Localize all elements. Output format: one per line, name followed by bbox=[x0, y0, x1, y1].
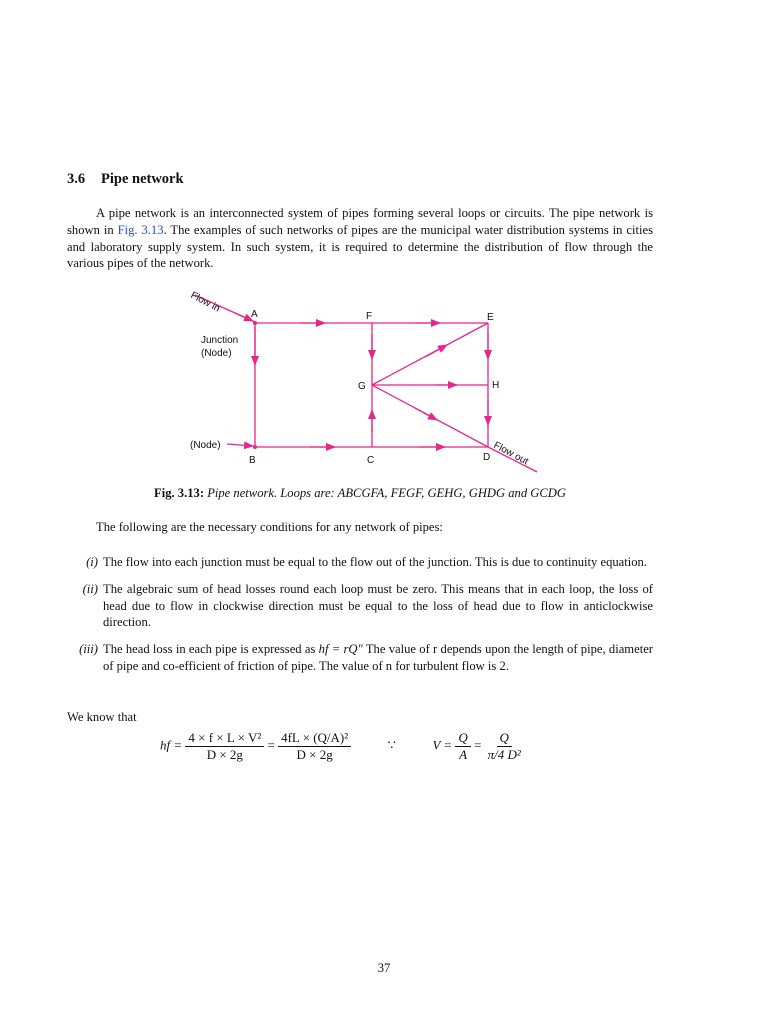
we-know-text: We know that bbox=[67, 710, 137, 724]
intro-text-2: . The examples of such networks of pipes are the municipal water distribution systems in cities and laboratory supply system. In such system, it is required to determine the distribution of flow through the various pipes of the network. bbox=[67, 222, 653, 271]
condition-item bbox=[67, 554, 653, 571]
eq-fraction-1 bbox=[185, 730, 264, 763]
page-number: 37 bbox=[377, 961, 391, 975]
eq-fraction-2-den: D × 2g bbox=[296, 747, 333, 762]
condition-text: The algebraic sum of head losses round each loop must be zero. This means that in each loop, the loss of head due to flow in clockwise direction must be equal to the loss of head due to flow in anticlockwise direction. bbox=[103, 581, 653, 630]
eq-fraction-1-num: 4 × f × L × V² bbox=[185, 730, 264, 747]
node-b bbox=[253, 445, 257, 449]
label-b: B bbox=[249, 455, 256, 466]
eq-fraction-3-num: Q bbox=[455, 730, 470, 747]
label-e: E bbox=[487, 312, 494, 323]
flow-in-label: Flow in bbox=[188, 289, 222, 315]
junction-label: Junction bbox=[201, 335, 239, 346]
figure-link[interactable]: Fig. 3.13 bbox=[117, 222, 164, 237]
conditions-list bbox=[67, 554, 653, 675]
label-f: F bbox=[366, 311, 373, 322]
eq-fraction-3-den: A bbox=[459, 747, 468, 762]
label-d: D bbox=[483, 452, 491, 463]
condition-text-2: The value of r depends upon the length of pipe, diameter of pipe and co-efficient of friction of pipe. The value of n for turbulent flow is 2. bbox=[103, 642, 653, 673]
label-a: A bbox=[251, 309, 258, 320]
section-number: 3.6 bbox=[67, 171, 86, 187]
caption-label: Fig. 3.13: bbox=[154, 486, 205, 500]
intro-text-1: A pipe network is an interconnected system of pipes forming several loops or circuits. The pipe network is shown in bbox=[67, 206, 653, 237]
label-g: G bbox=[358, 381, 366, 392]
caption-text: Pipe network. Loops are: ABCGFA, FEGF, GEHG, GHDG and GCDG bbox=[207, 486, 566, 500]
section-title: Pipe network bbox=[101, 171, 184, 187]
condition-text-1: The head loss in each pipe is expressed as bbox=[103, 642, 319, 657]
junction-node-label: (Node) bbox=[201, 348, 232, 359]
condition-item bbox=[67, 641, 653, 675]
label-c: C bbox=[367, 455, 375, 466]
node-label: (Node) bbox=[190, 440, 221, 451]
eq-lhs: hf = bbox=[160, 737, 183, 753]
pipe-network-diagram bbox=[185, 287, 545, 477]
eq-fraction-2 bbox=[278, 730, 351, 763]
eq-fraction-2-num: 4fL × (Q/A)² bbox=[278, 730, 351, 747]
eq-because: ∵ bbox=[387, 737, 396, 753]
pipe-network-figure bbox=[185, 287, 545, 477]
arrow-ge bbox=[425, 345, 447, 357]
eq-fraction-4-num: Q bbox=[497, 730, 512, 747]
eq-equals: = bbox=[267, 737, 275, 753]
head-loss-equation bbox=[160, 730, 590, 785]
node-pointer-arrow bbox=[227, 444, 253, 446]
eq-fraction-4-den: π/4 D² bbox=[487, 747, 521, 762]
condition-label: (iii) bbox=[79, 642, 98, 657]
intro-paragraph bbox=[67, 205, 653, 272]
label-h: H bbox=[492, 380, 500, 391]
eq-fraction-1-den: D × 2g bbox=[206, 747, 243, 762]
arrow-gd bbox=[415, 408, 437, 420]
condition-text: The flow into each junction must be equal to the flow out of the junction. This is due to continuity equation. bbox=[103, 555, 647, 569]
node-a bbox=[253, 321, 257, 325]
eq-fraction-4 bbox=[485, 730, 524, 763]
condition-label: (ii) bbox=[82, 581, 98, 596]
eq-fraction-3 bbox=[455, 730, 470, 763]
eq-v-lhs: V = bbox=[432, 737, 453, 753]
figure-caption bbox=[67, 486, 653, 501]
eq-equals: = bbox=[474, 737, 482, 753]
condition-label: (i) bbox=[86, 555, 98, 569]
conditions-intro: The following are the necessary conditions for any network of pipes: bbox=[96, 520, 443, 534]
flow-out-label: Flow out bbox=[491, 439, 531, 468]
head-loss-formula: hf = rQ″ bbox=[318, 642, 363, 657]
section-heading bbox=[67, 171, 184, 188]
condition-item bbox=[67, 581, 653, 631]
